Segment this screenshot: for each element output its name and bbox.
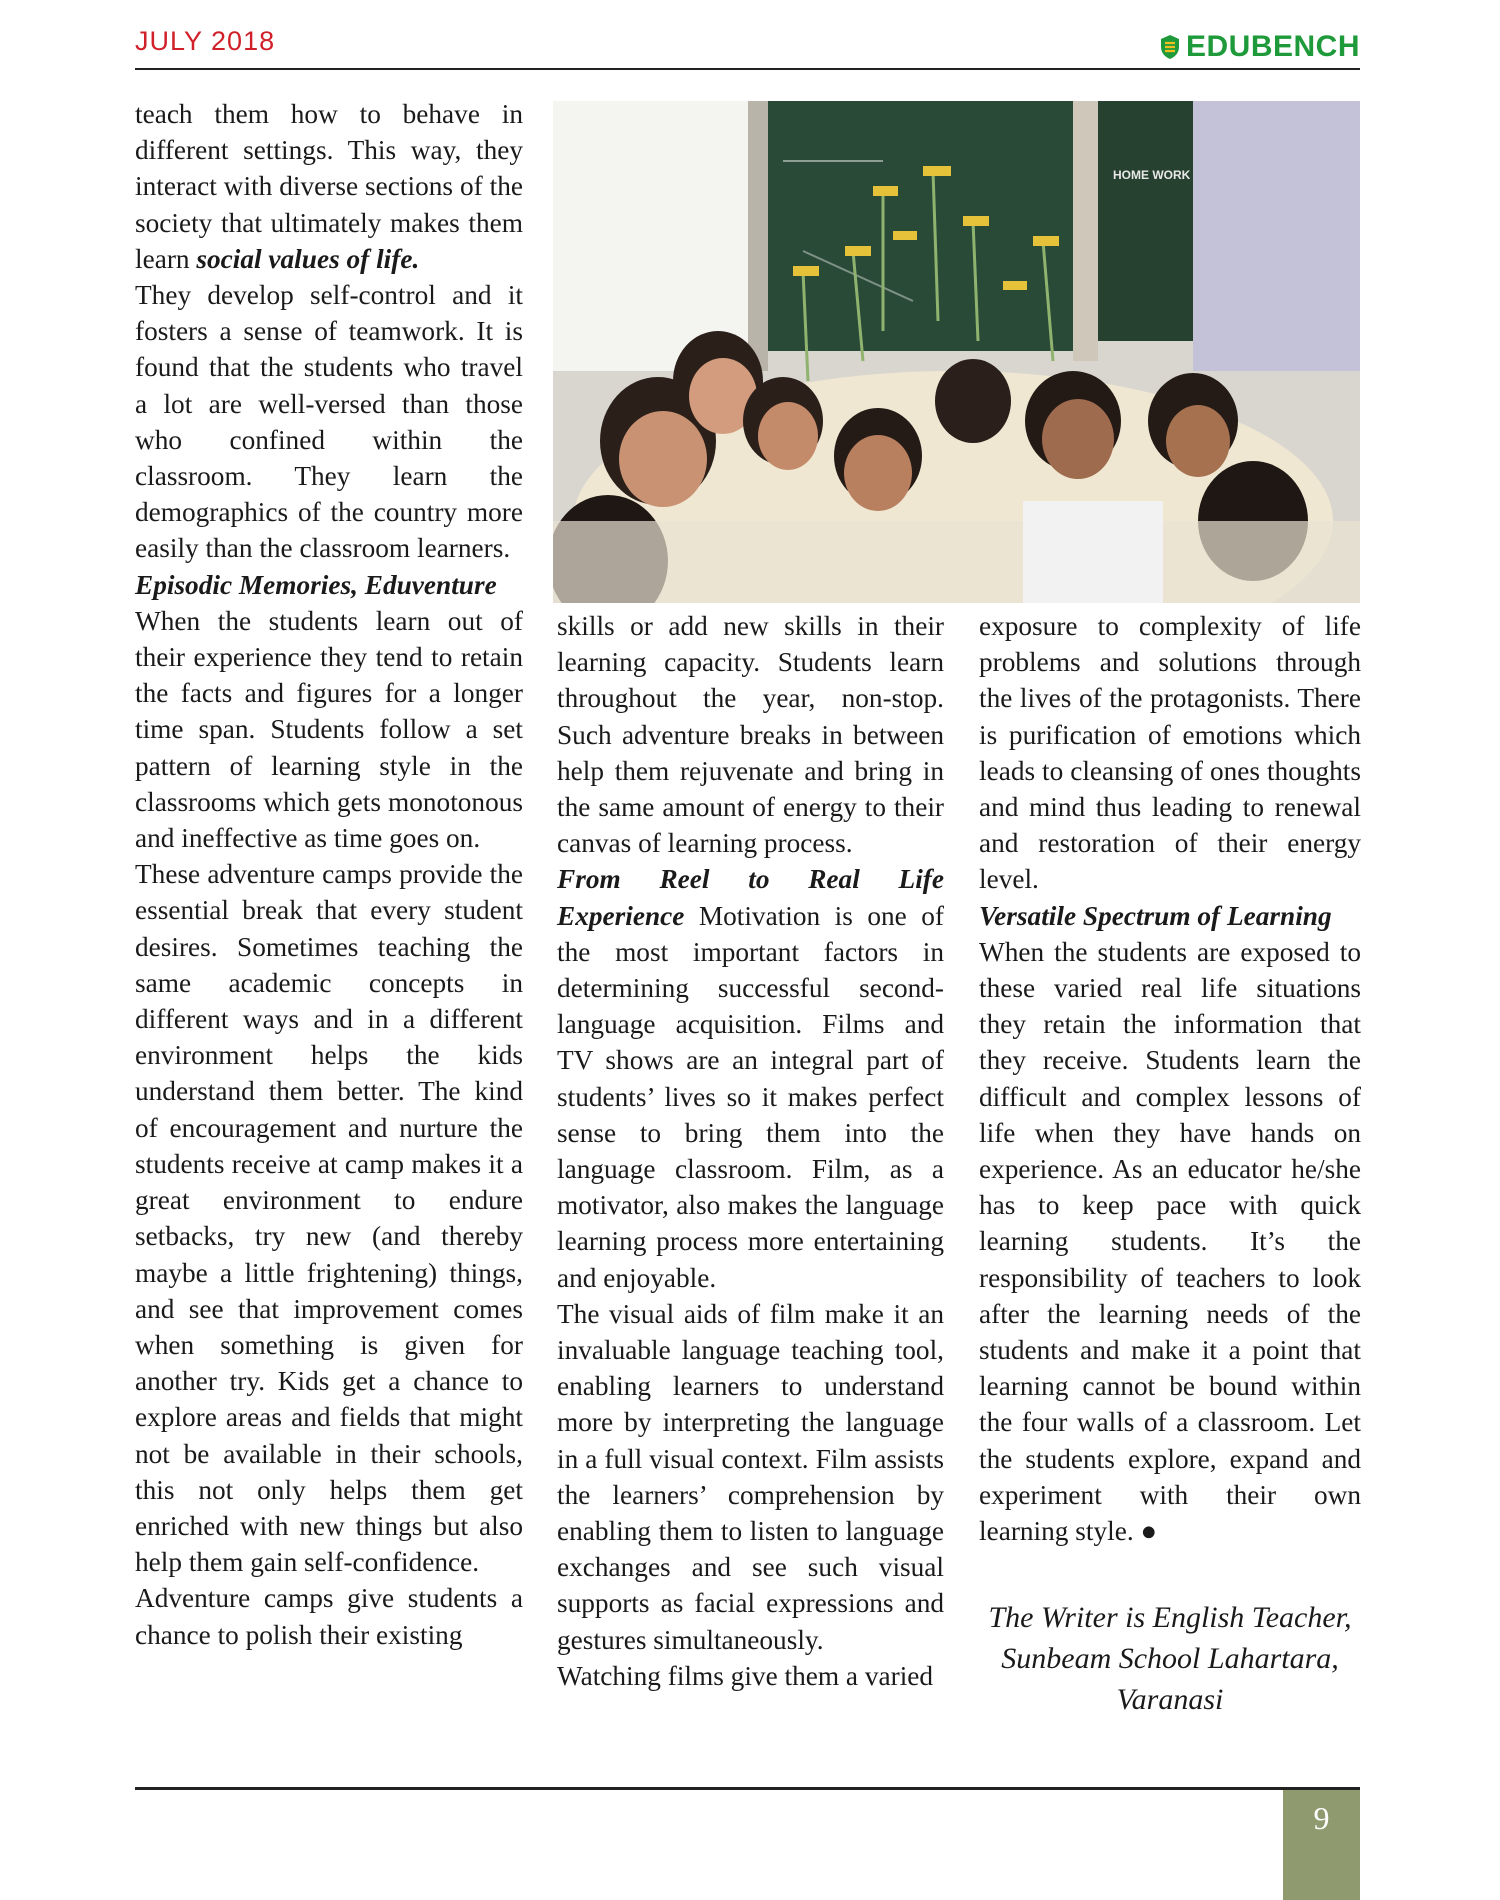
page-number-box bbox=[1283, 1790, 1360, 1900]
shield-logo-icon bbox=[1160, 34, 1180, 60]
students-photo-illustration bbox=[553, 101, 1360, 603]
issue-date: JULY 2018 bbox=[135, 26, 276, 56]
classroom-photo bbox=[553, 101, 1360, 603]
paragraph: skills or add new skills in their learning capacity. Students learn throughout the year, non-stop. Such adventure breaks in between help them rejuvenate and bring in the same amount of energy to their canvas of learning process. bbox=[557, 611, 944, 859]
header-rule bbox=[135, 68, 1360, 70]
subheading-versatile-spectrum: Versatile Spectrum of Learning bbox=[979, 900, 1332, 931]
paragraph: The visual aids of film make it an invaluable language teaching tool, enabling learners to understand more by interpreting the language in a full visual context. Film assists the learners’ comprehension by enabling them to listen to language exchanges and see such visual supports as facial expressions and gestures simultaneously. bbox=[557, 1298, 944, 1655]
writer-line: The Writer is English Teacher, bbox=[988, 1601, 1352, 1634]
paragraph: When the students learn out of their experience they tend to retain the facts and figures for a longer time span. Students follow a set pattern of learning style in the classrooms which gets monotonous and ineffective as time goes on. bbox=[135, 605, 523, 854]
writer-line: Sunbeam School Lahartara, bbox=[1001, 1642, 1339, 1675]
paragraph bbox=[557, 861, 944, 1295]
writer-credit bbox=[979, 1597, 1361, 1720]
paragraph: exposure to complexity of life problems and solutions through the lives of the protagonists. There is purification of emotions which leads to cleansing of ones thoughts and mind thus leading to renewal and restoration of their energy level. bbox=[979, 611, 1361, 895]
paragraph: They develop self-control and it fosters a sense of teamwork. It is found that the students who travel a lot are well-versed than those who confined within the classroom. They learn the demographics of the country more easily than the classroom learners. bbox=[135, 280, 523, 564]
brand-logo bbox=[1160, 30, 1360, 64]
paragraph bbox=[135, 96, 523, 277]
brand-name: EDUBENCH bbox=[1185, 30, 1360, 63]
paragraph-text: teach them how to behave in different settings. This way, they interact with diverse sections of the society that ultimately makes them learn bbox=[135, 99, 523, 274]
article-column-3 bbox=[979, 608, 1361, 1549]
paragraph-text: Motivation is one of the most important factors in determining successful second-language acquisition. Films and TV shows are an integral part of students’ lives so it makes perfect sense to bring them into the language classroom. Film, as a motivator, also makes the language learning process more entertaining and enjoyable. bbox=[557, 900, 944, 1293]
writer-line: Varanasi bbox=[1116, 1683, 1224, 1716]
paragraph: These adventure camps provide the essential break that every student desires. Sometimes teaching the same academic concepts in different ways and in a different environment helps the kids understand them better. The kind of encouragement and nurture the students receive at camp makes it a great environment to endure setbacks, try new (and thereby maybe a little frightening) things, and see that improvement comes when something is given for another try. Kids get a chance to explore areas and fields that might not be available in their schools, this not only helps them get enriched with new things but also help them gain self-confidence. bbox=[135, 859, 523, 1578]
subheading-episodic-memories: Episodic Memories, Eduventure bbox=[135, 569, 497, 600]
footer-rule bbox=[135, 1787, 1360, 1790]
subheading-reel-to-real: From Reel to Real Life Experience bbox=[557, 864, 944, 931]
article-column-2 bbox=[557, 608, 944, 1694]
article-column-1 bbox=[135, 96, 523, 1653]
paragraph: When the students are exposed to these varied real life situations they retain the information that they receive. Students learn the difficult and complex lessons of life when they have hands on experience. As an educator he/she has to keep pace with quick learning students. It’s the responsibility of teachers to look after the learning needs of the students and make it a point that learning cannot be bound within the four walls of a classroom. Let the students explore, expand and experiment with their own learning style. ● bbox=[979, 936, 1361, 1547]
paragraph: Watching films give them a varied bbox=[557, 1660, 934, 1691]
page-number: 9 bbox=[1313, 1800, 1330, 1836]
emphasis-text: social values of life. bbox=[196, 243, 420, 274]
paragraph: Adventure camps give students a chance to polish their existing bbox=[135, 1583, 523, 1650]
board-text: HOME WORK bbox=[1113, 168, 1191, 182]
